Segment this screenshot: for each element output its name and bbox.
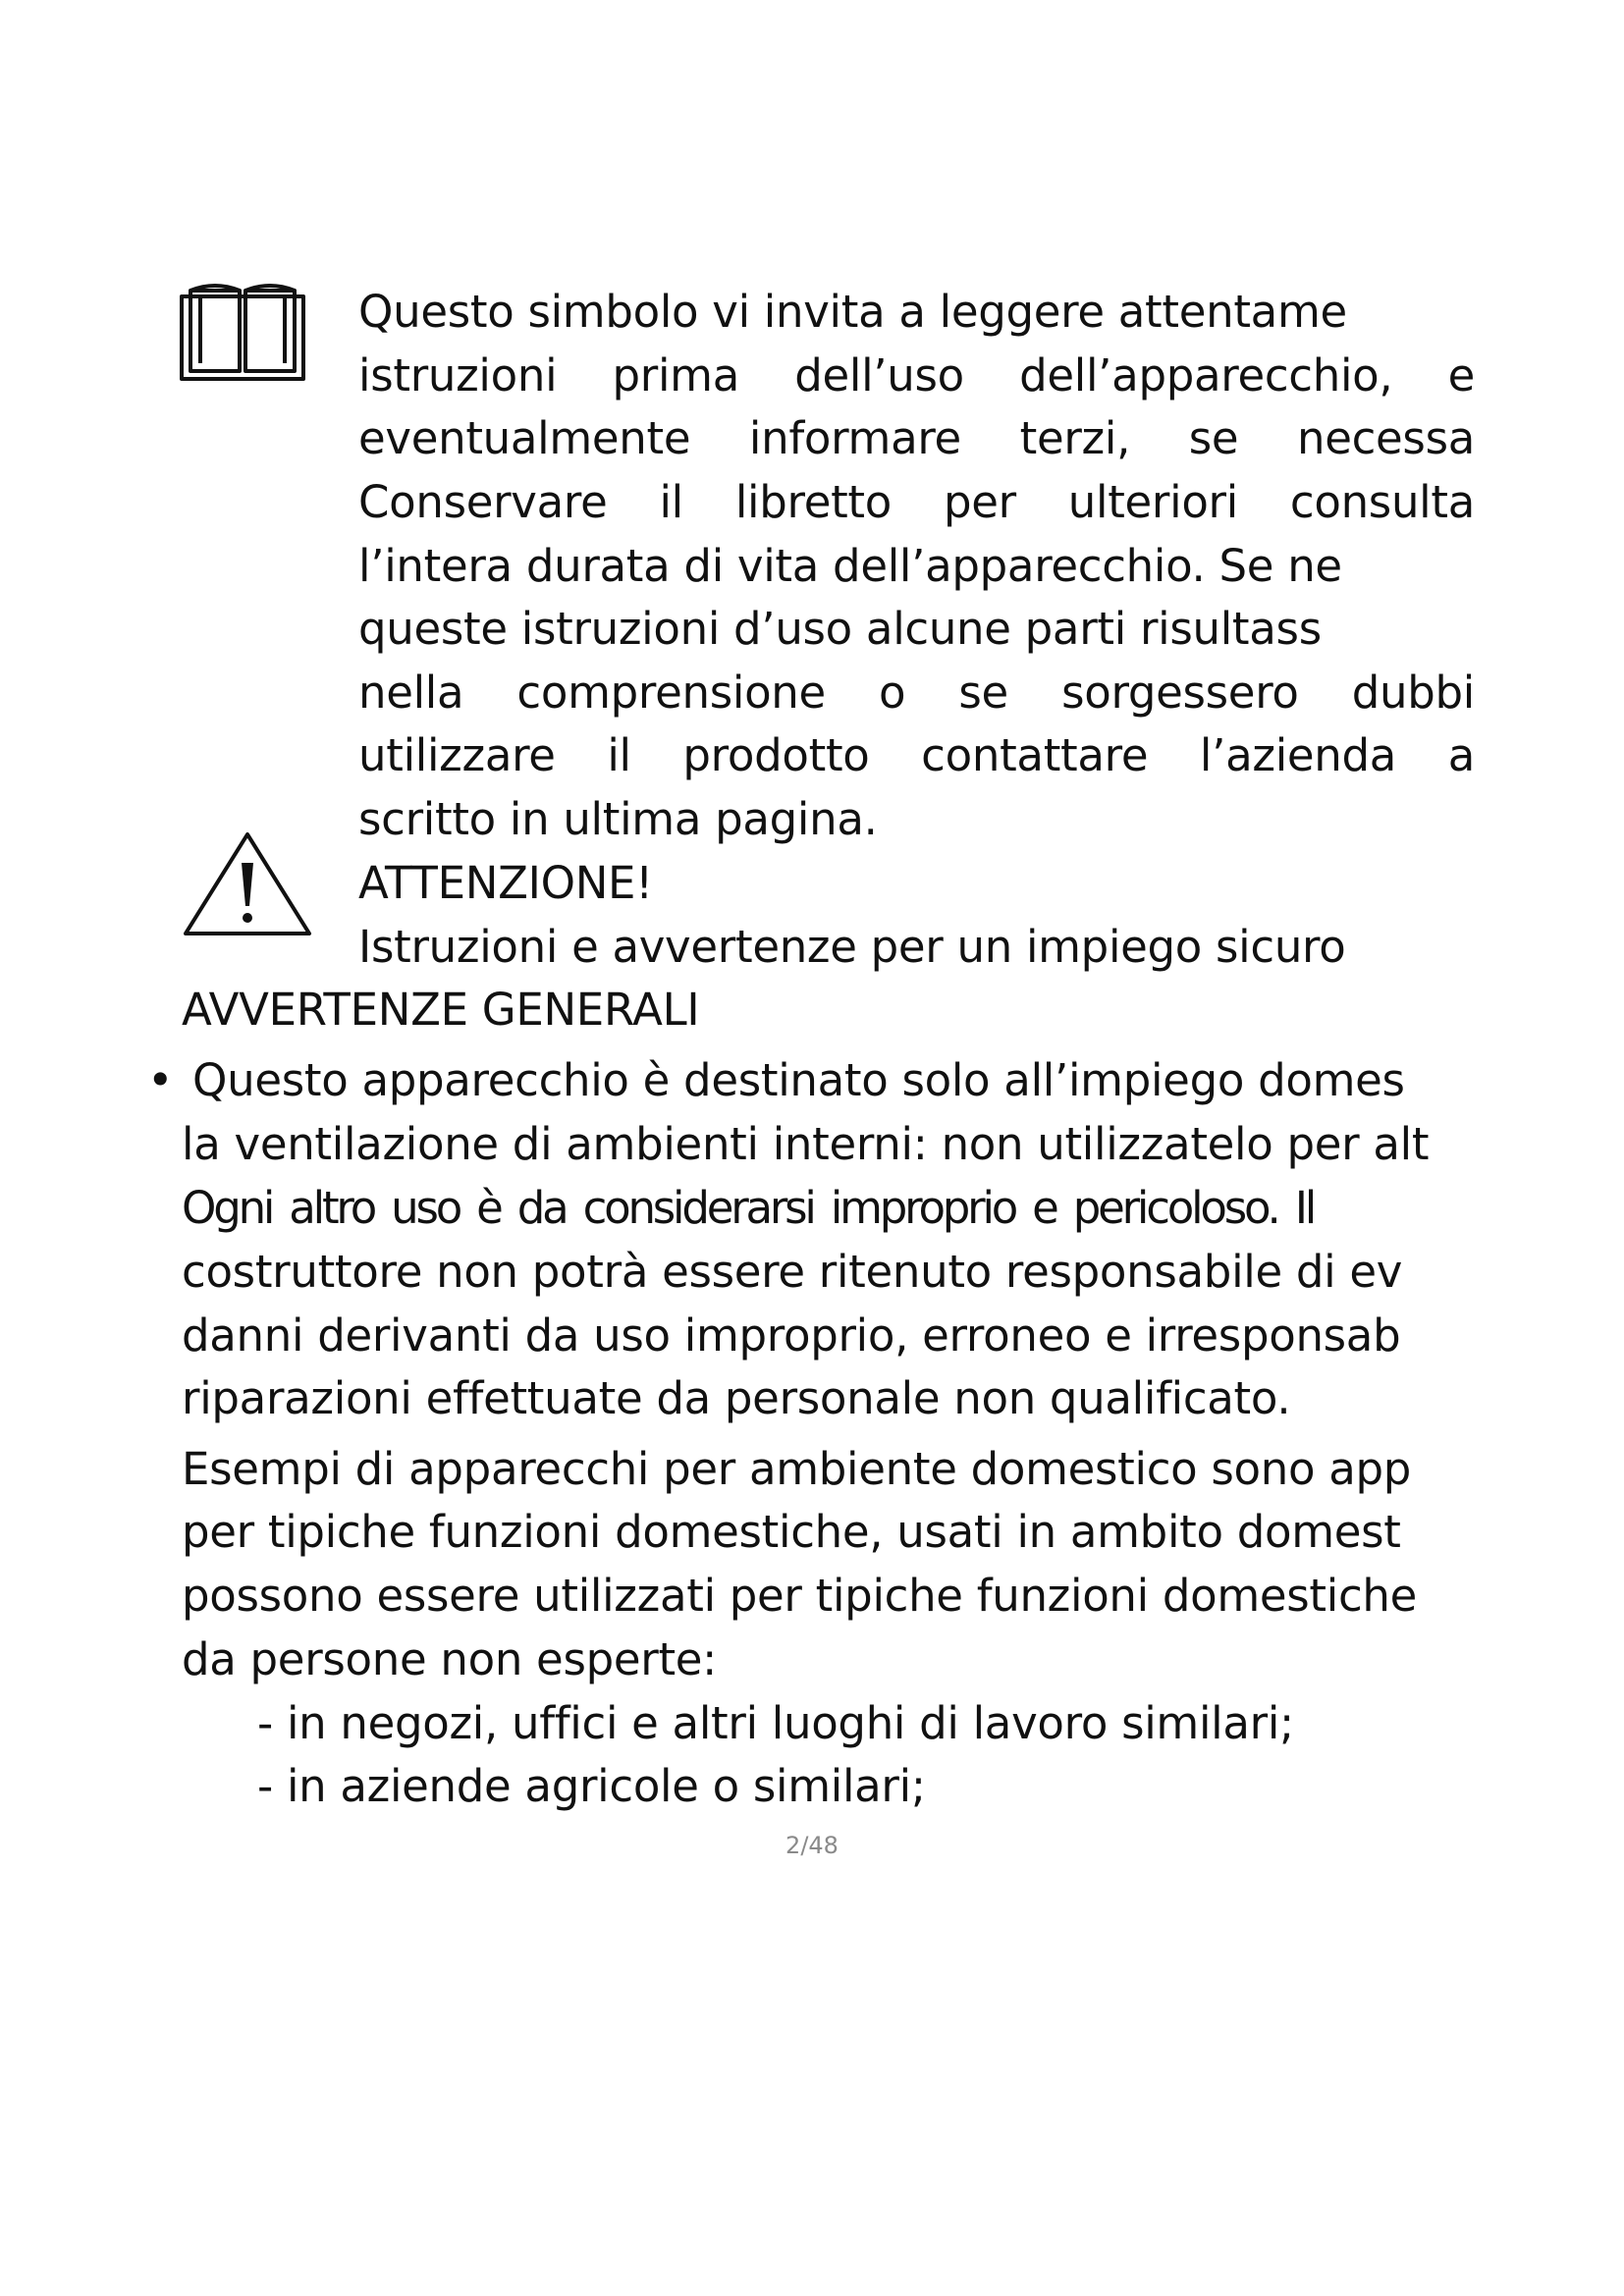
warning-text: Istruzioni e avvertenze per un impiego sicuro: [358, 921, 1346, 973]
warning-paragraph-line-6: riparazioni effettuate da personale non qualificato.: [182, 1372, 1291, 1424]
book-icon: [179, 277, 306, 385]
warning-triangle-icon: [182, 829, 313, 939]
examples-line-2: per tipiche funzioni domestiche, usati in ambito domest: [182, 1506, 1401, 1558]
intro-line-6: queste istruzioni d’uso alcune parti risultass: [358, 603, 1322, 655]
intro-line-9: scritto in ultima pagina.: [358, 793, 878, 845]
intro-line-5: l’intera durata di vita dell’apparecchio. Se ne: [358, 540, 1342, 592]
warning-title: ATTENZIONE!: [358, 857, 653, 909]
list-item-2: - in aziende agricole o similari;: [257, 1760, 926, 1812]
examples-line-3: possono essere utilizzati per tipiche funzioni domestiche: [182, 1570, 1418, 1622]
list-item-1: - in negozi, uffici e altri luoghi di lavoro similari;: [257, 1697, 1294, 1749]
page-number: 2/48: [785, 1832, 839, 1859]
intro-line-7: nella comprensione o se sorgessero dubbi: [358, 667, 1475, 719]
section-heading: AVVERTENZE GENERALI: [182, 984, 700, 1036]
warning-paragraph-line-1: Questo apparecchio è destinato solo all’impiego domes: [192, 1054, 1405, 1106]
intro-line-1: Questo simbolo vi invita a leggere attentame: [358, 286, 1347, 338]
examples-line-1: Esempi di apparecchi per ambiente domestico sono app: [182, 1443, 1412, 1495]
warning-paragraph-line-2: la ventilazione di ambienti interni: non utilizzatelo per alt: [182, 1118, 1430, 1170]
intro-line-4: Conservare il libretto per ulteriori consulta: [358, 476, 1475, 528]
intro-line-2: istruzioni prima dell’uso dell’apparecchio, e: [358, 349, 1475, 401]
intro-line-8: utilizzare il prodotto contattare l’azienda a: [358, 729, 1475, 781]
intro-line-3: eventualmente informare terzi, se necessa: [358, 412, 1475, 464]
warning-paragraph-line-4: costruttore non potrà essere ritenuto responsabile di ev: [182, 1246, 1403, 1298]
bullet-marker: •: [147, 1054, 174, 1106]
warning-paragraph-line-5: danni derivanti da uso improprio, erroneo e irresponsab: [182, 1309, 1401, 1362]
examples-line-4: da persone non esperte:: [182, 1633, 718, 1685]
warning-paragraph-line-3: Ogni altro uso è da considerarsi improprio e pericoloso. Il: [182, 1182, 1315, 1234]
